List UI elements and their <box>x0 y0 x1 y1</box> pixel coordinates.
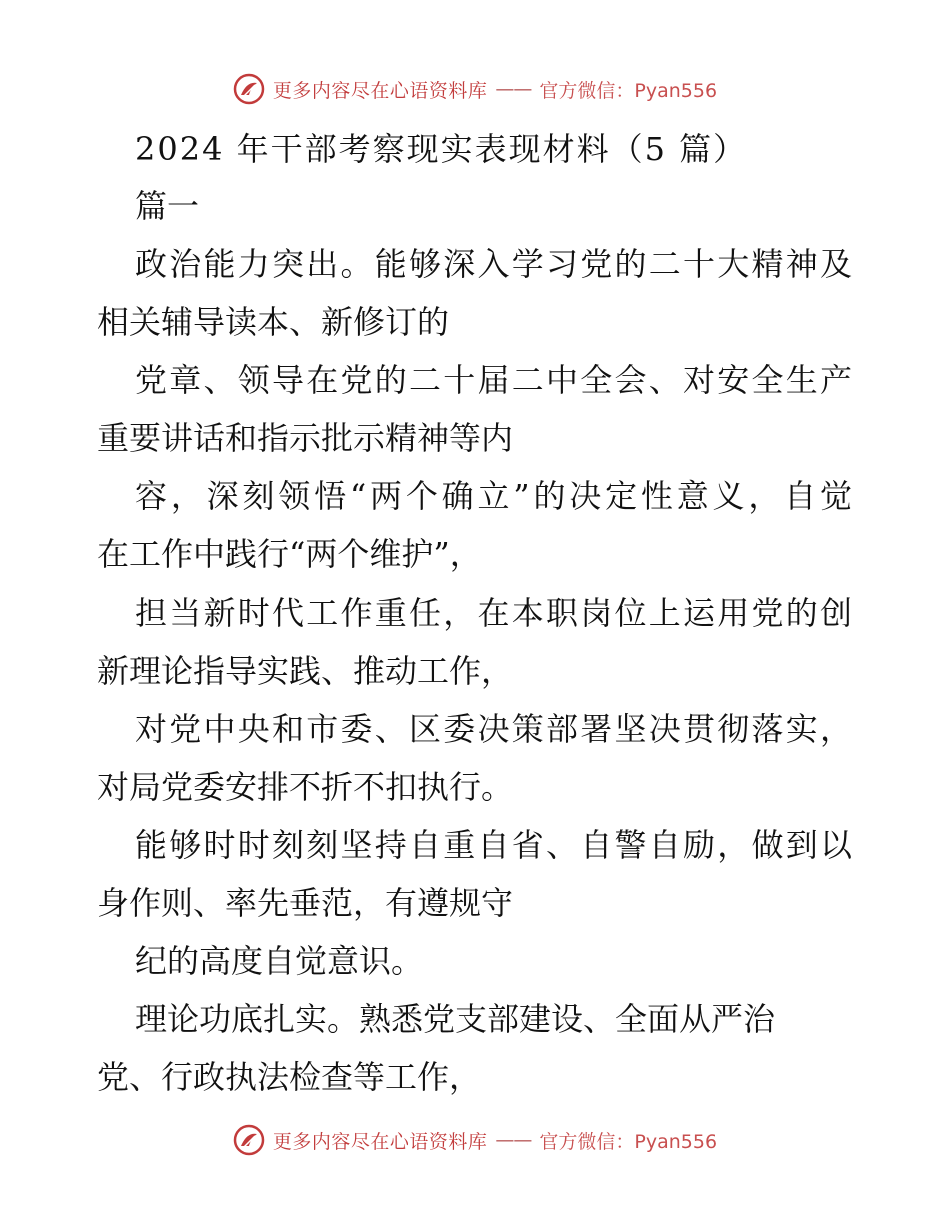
paragraph-line: 容，深刻领悟“两个确立”的决定性意义，自觉 <box>135 477 852 515</box>
watermark-separator: —— <box>495 1129 532 1151</box>
paragraph-line: 重要讲话和指示批示精神等内 <box>97 419 514 457</box>
paragraph-line: 相关辅导读本、新修订的 <box>97 303 450 341</box>
paragraph-line: 在工作中践行“两个维护”， <box>97 535 482 573</box>
paragraph-line: 对党中央和市委、区委决策部署坚决贯彻落实， <box>135 710 852 748</box>
watermark-wechat: 官方微信：Pyan556 <box>539 1130 718 1153</box>
paragraph-line: 纪的高度自觉意识。 <box>135 942 424 980</box>
watermark-text: 更多内容尽在心语资料库 <box>272 79 488 102</box>
paragraph-line: 对局党委安排不折不扣执行。 <box>97 768 514 806</box>
section-heading: 篇一 <box>135 187 200 225</box>
paragraph-line: 党、行政执法检查等工作， <box>97 1058 482 1096</box>
paragraph-line: 新理论指导实践、推动工作， <box>97 652 514 690</box>
watermark-text: 更多内容尽在心语资料库 <box>272 1130 488 1153</box>
document-title: 2024 年干部考察现实表现材料（5 篇） <box>135 130 748 168</box>
paragraph-line: 身作则、率先垂范，有遵规守 <box>97 884 514 922</box>
watermark-footer <box>0 1120 950 1160</box>
paragraph-line: 理论功底扎实。熟悉党支部建设、全面从严治 <box>135 1000 776 1038</box>
watermark-wechat: 官方微信：Pyan556 <box>539 79 718 102</box>
paragraph-line: 党章、领导在党的二十届二中全会、对安全生产 <box>135 361 852 399</box>
paragraph-line: 能够时时刻刻坚持自重自省、自警自励，做到以 <box>135 826 852 864</box>
watermark-separator: —— <box>495 78 532 100</box>
paragraph-line: 担当新时代工作重任，在本职岗位上运用党的创 <box>135 594 852 632</box>
brand-logo-icon <box>233 1124 265 1156</box>
paragraph-line: 政治能力突出。能够深入学习党的二十大精神及 <box>135 245 852 283</box>
